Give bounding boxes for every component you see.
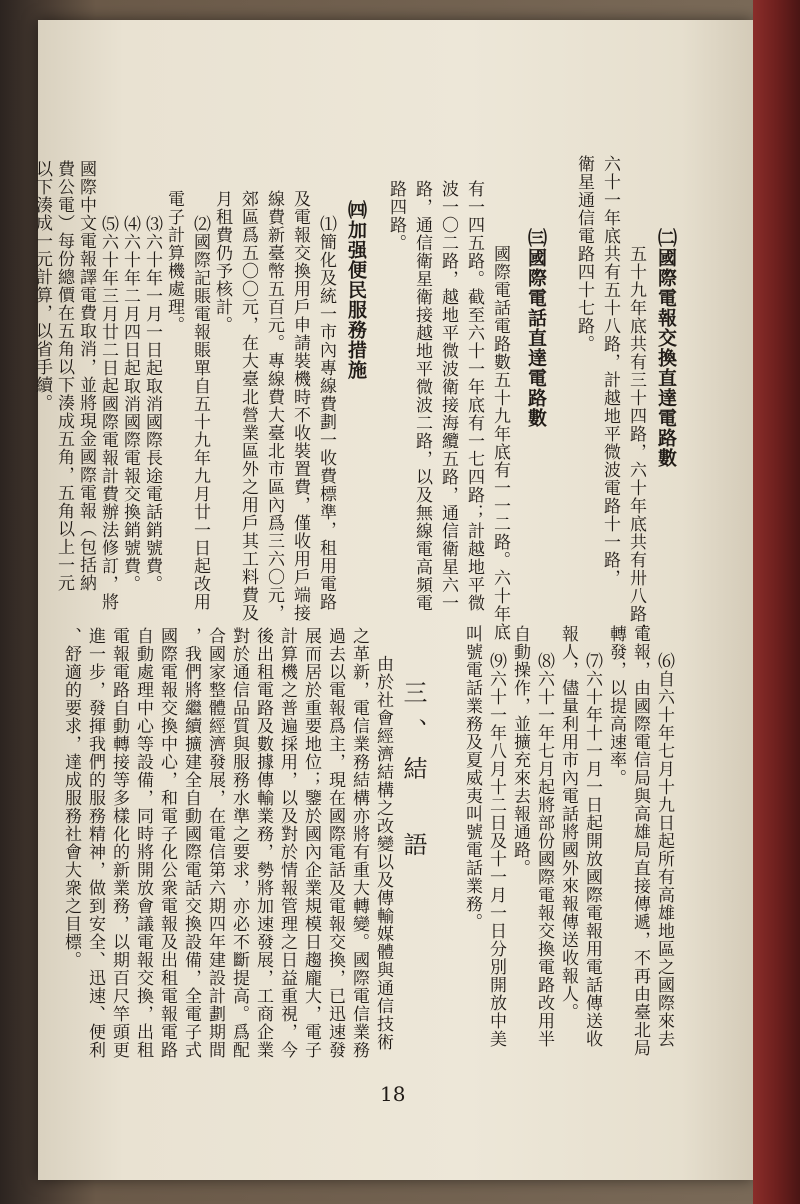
- page-number: 18: [380, 1082, 406, 1106]
- conclusion-line: ，我們將繼續擴建全自動國際電話交換設備，全電子式: [181, 627, 201, 1059]
- conclusion-line: 進一步，發揮我們的服務精神，做到安全、迅速、便利: [85, 627, 105, 1059]
- item-line: ⑺六十年十一月一日起開放國際電報用電話傳送收: [582, 652, 602, 1048]
- section-2-line: 五十九年底共有三十四路，六十年底共有卅八路，: [626, 245, 646, 641]
- section-4-heading: ㈣加强便民服務措施: [345, 200, 367, 380]
- conclusion-line: 後出租電路及數據傳輸業務，勢將加速發展，工商企業: [253, 627, 273, 1059]
- section-4-line: 以下湊成一元計算，以省手續。: [32, 160, 52, 412]
- section-4-line: 國際中文電報譯電費取消，並將現金國際電報（包括納: [76, 160, 96, 592]
- item-line: 報人，儘量利用市內電話將國外來報傳送收報人。: [558, 625, 578, 1021]
- section-4-line: 郊區爲五〇〇元，在大臺北營業區外之用戶其工料費及: [238, 190, 258, 622]
- section-4-line: 月租費仍予核計。: [212, 190, 232, 334]
- section-4-line: ⑷六十年二月四日起取消國際電報交換銷號費。: [120, 215, 140, 593]
- section-3-line: 波一〇二路，越地平微波衛接海纜五路，通信衛星六一: [438, 180, 458, 612]
- section-3-line: 路四路。: [386, 180, 406, 252]
- item-line: ⑹自六十年七月十九日起所有高雄地區之國際來去: [654, 652, 674, 1048]
- book-spine: [753, 0, 800, 1204]
- conclusion-line: 、舒適的要求，達成服務社會大衆之目標。: [61, 627, 81, 969]
- section-4-line: 費公電）每份總價在五角以下湊成五角，五角以上一元: [54, 160, 74, 592]
- conclusion-line: 過去以電報爲主，現在國際電話及電報交換，已迅速發: [325, 627, 345, 1059]
- conclusion-line: 展而居於重要地位；鑒於國內企業規模日趨龐大，電子: [301, 627, 321, 1059]
- section-4-line: ⑶六十年一月一日起取消國際長途電話銷號費。: [142, 215, 162, 593]
- item-line: 叫號電話業務及夏威夷叫號電話業務。: [462, 625, 482, 931]
- conclusion-line: 合國家整體經濟發展，在電信第六期四年建設計劃期間: [205, 627, 225, 1059]
- conclusion-line: 自動處理中心等設備，同時將開放會議電報交換，出租: [133, 627, 153, 1059]
- section-3-line: 國際電話電路數五十九年底有一一二路。六十年底: [490, 245, 510, 641]
- item-line: 電報，由國際電信局與高雄局直接傳遞，不再由臺北局: [630, 625, 650, 1057]
- section-3-line: 有一四五路。截至六十一年底有一七四路；計越地平微: [464, 180, 484, 612]
- section-3-line: 路，通信衛星衛接越地平微波二路，以及無線電高頻電: [412, 180, 432, 612]
- conclusion-line: 國際電報交換中心，和電子化公衆電報及出租電報電路: [157, 627, 177, 1059]
- section-4-line: 電子計算機處理。: [164, 190, 184, 334]
- section-2-line: 六十一年底共有五十八路，計越地平微波電路十一路，: [600, 155, 620, 587]
- section-4-line: 線費新臺幣五百元。專線費大臺北市區內爲三六〇元，: [264, 190, 284, 622]
- conclusion-line: 之革新，電信業務結構亦將有重大轉變。國際電信業務: [349, 627, 369, 1059]
- item-line: 轉發，以提高速率。: [606, 625, 626, 787]
- section-4-line: ⑴簡化及統一市內專線費劃一收費標準，租用電路: [316, 215, 336, 611]
- conclusion-line: 由於社會經濟結構之改變以及傳輸媒體與通信技術: [373, 655, 393, 1051]
- conclusion-line: 電報電路自動轉接等多樣化的新業務，以期百尺竿頭更: [109, 627, 129, 1059]
- book-page: [32, 20, 753, 1180]
- conclusion-line: 對於通信品質與服務水準之要求，亦必不斷提高。爲配: [229, 627, 249, 1059]
- item-line: ⑻六十一年七月起將部份國際電報交換電路改用半: [534, 652, 554, 1048]
- conclusion-title: 三、結 語: [399, 680, 427, 870]
- section-4-line: ⑵國際記賬電報賬單自五十九年九月廿一日起改用: [190, 215, 210, 611]
- section-2-heading: ㈡國際電報交換直達電路數: [655, 228, 677, 468]
- section-2-line: 衛星通信電路四十七路。: [574, 155, 594, 353]
- section-3-heading: ㈢國際電話直達電路數: [525, 228, 547, 428]
- item-line: ⑼六十一年八月十二日及十一月一日分別開放中美: [486, 652, 506, 1048]
- section-4-line: 及電報交換用戶申請裝機時不收裝置費，僅收用戶端接: [290, 190, 310, 622]
- section-4-line: ⑸六十年三月廿二日起國際電報計費辦法修訂，將: [98, 215, 118, 611]
- item-line: 自動操作，並擴充來去報通路。: [510, 625, 530, 877]
- conclusion-line: 計算機之普遍採用，以及對於情報管理之日益重視，今: [277, 627, 297, 1059]
